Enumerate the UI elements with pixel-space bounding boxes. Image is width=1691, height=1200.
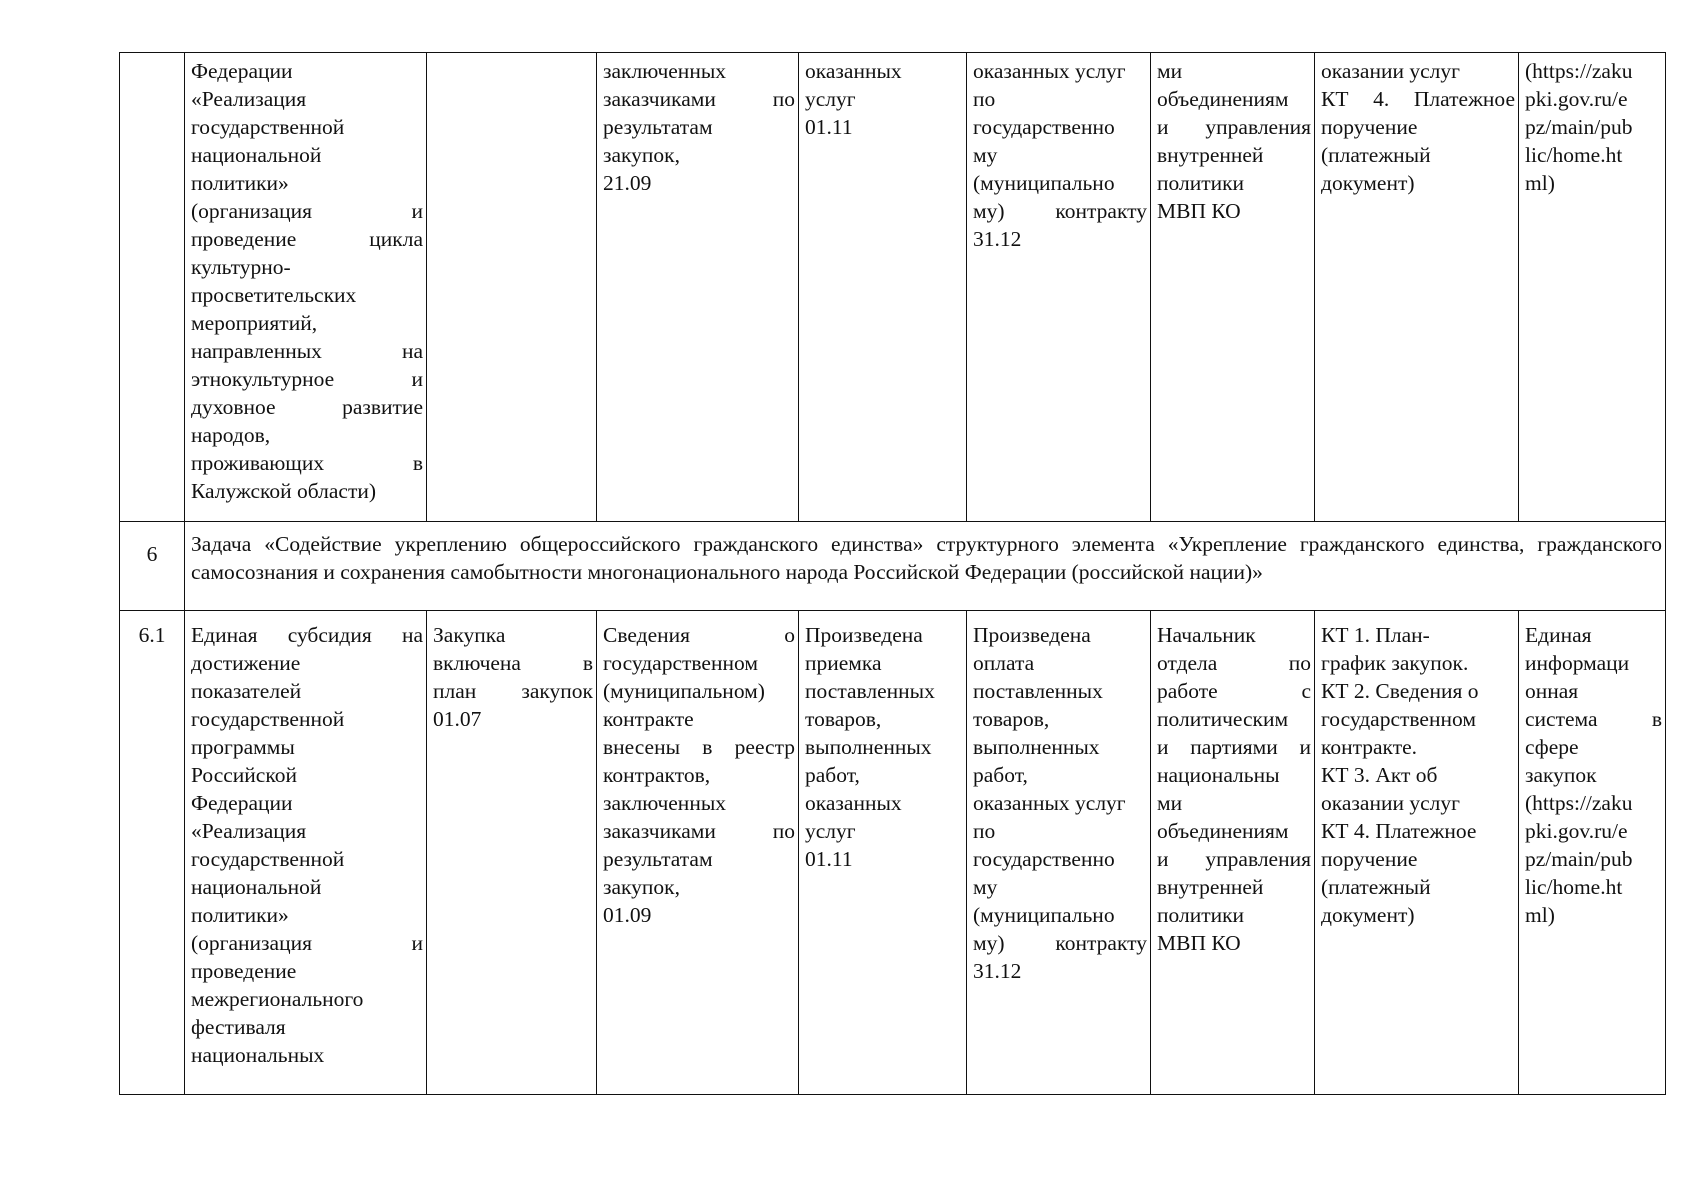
cell-text-line: объединениям xyxy=(1157,819,1289,843)
row-number-cell: 6 xyxy=(120,522,185,611)
cell-text-line: по xyxy=(973,87,996,111)
cell-text-line: КТ 4. Платежное xyxy=(1321,87,1515,111)
cell-text-line: национальны xyxy=(1157,763,1280,787)
cell-text-line: просветительских xyxy=(191,283,357,307)
cell-text-line: услуг xyxy=(805,87,856,111)
cell-text-line: Произведена xyxy=(805,623,923,647)
cell-text-line: ми xyxy=(1157,59,1183,83)
cell-text-line: (организация и xyxy=(191,199,423,223)
cell-text-line: национальных xyxy=(191,1043,325,1067)
cell-text-line: 01.11 xyxy=(805,115,853,139)
cell-text-line: КТ 3. Акт об xyxy=(1321,763,1438,787)
cell-text-line: му xyxy=(973,143,998,167)
cell-text-line: Российской xyxy=(191,763,297,787)
cell-text-line: заказчиками по xyxy=(603,819,795,843)
cell-text-line: национальной xyxy=(191,143,322,167)
cell-text-line: Начальник xyxy=(1157,623,1256,647)
kt3-cell xyxy=(799,611,967,1095)
cell-text-line: ми xyxy=(1157,791,1183,815)
cell-text-line: показателей xyxy=(191,679,302,703)
cell-text-line: оказанных услуг xyxy=(973,59,1126,83)
cell-text-line: политическим xyxy=(1157,707,1289,731)
cell-text-line: проведение xyxy=(191,959,297,983)
cell-text-line: lic/home.ht xyxy=(1525,875,1623,899)
cell-text-line: ml) xyxy=(1525,171,1555,195)
cell-text-line: достижение xyxy=(191,651,301,675)
cell-text-line: оказании услуг xyxy=(1321,59,1460,83)
cell-text-line: этнокультурное и xyxy=(191,367,423,391)
table-row-continued xyxy=(120,53,1666,522)
cell-text-line: результатам xyxy=(603,847,713,871)
cell-text-line: духовное развитие xyxy=(191,395,423,419)
cell-text-line: внутренней xyxy=(1157,875,1264,899)
cell-text-line: оказанных xyxy=(805,791,902,815)
cell-text-line: 31.12 xyxy=(973,959,1022,983)
row-number-cell xyxy=(120,53,185,522)
cell-text-line: закупок, xyxy=(603,143,681,167)
cell-text-line: работ, xyxy=(973,763,1028,787)
event-cell xyxy=(185,53,427,522)
cell-text-line: Федерации xyxy=(191,791,293,815)
table-row-6-1 xyxy=(120,611,1666,1095)
cell-text-line: онная xyxy=(1525,679,1579,703)
cell-text-line: работе с xyxy=(1157,679,1311,703)
cell-text-line: КТ 1. План- xyxy=(1321,623,1430,647)
cell-text-line: политики» xyxy=(191,171,289,195)
kt1-cell xyxy=(427,611,597,1095)
cell-text-line: отдела по xyxy=(1157,651,1311,675)
cell-text-line: план закупок xyxy=(433,679,593,703)
cell-text-line: Единая xyxy=(1525,623,1592,647)
cell-text-line: (https://zaku xyxy=(1525,791,1633,815)
cell-text-line: межрегионального xyxy=(191,987,364,1011)
cell-text-line: государственном xyxy=(603,651,758,675)
information-system-cell xyxy=(1519,53,1666,522)
cell-text-line: Калужской области) xyxy=(191,479,377,503)
cell-text-line: КТ 4. Платежное xyxy=(1321,819,1477,843)
cell-text-line: оказанных xyxy=(805,59,902,83)
cell-text-line: (https://zaku xyxy=(1525,59,1633,83)
cell-text-line: Федерации xyxy=(191,59,293,83)
cell-text-line: pz/main/pub xyxy=(1525,847,1633,871)
cell-text-line: включена в xyxy=(433,651,593,675)
information-system-cell xyxy=(1519,611,1666,1095)
cell-text-line: (муниципальном) xyxy=(603,679,765,703)
cell-text-line: выполненных xyxy=(805,735,932,759)
cell-text-line: фестиваля xyxy=(191,1015,286,1039)
kt4-cell xyxy=(967,53,1151,522)
documents-cell xyxy=(1315,611,1519,1095)
cell-text-line: му) контракту xyxy=(973,199,1147,223)
cell-text-line: 01.11 xyxy=(805,847,853,871)
cell-text-line: государственном xyxy=(1321,707,1476,731)
cell-text-line: политики xyxy=(1157,171,1245,195)
cell-text-line: проведение цикла xyxy=(191,227,423,251)
table-row-task-6 xyxy=(120,522,1666,611)
cell-text-line: государственно xyxy=(973,847,1115,871)
cell-text-line: государственной xyxy=(191,115,345,139)
cell-text-line: поставленных xyxy=(973,679,1103,703)
task-description-cell xyxy=(185,522,1666,611)
cell-text-line: поручение xyxy=(1321,847,1418,871)
cell-text-line: МВП КО xyxy=(1157,199,1241,223)
cell-text-line: и управления xyxy=(1157,847,1311,871)
cell-text-line: внесены в реестр xyxy=(603,735,795,759)
cell-text-line: закупок xyxy=(1525,763,1597,787)
cell-text-line: заказчиками по xyxy=(603,87,795,111)
cell-text-line: сфере xyxy=(1525,735,1579,759)
cell-text-line: программы xyxy=(191,735,295,759)
cell-text-line: Произведена xyxy=(973,623,1091,647)
cell-text-line: «Реализация xyxy=(191,819,307,843)
cell-text-line: внутренней xyxy=(1157,143,1264,167)
cell-text-line: национальной xyxy=(191,875,322,899)
kt2-cell xyxy=(597,611,799,1095)
cell-text-line: государственной xyxy=(191,847,345,871)
cell-text-line: (организация и xyxy=(191,931,423,955)
kt1-cell xyxy=(427,53,597,522)
cell-text-line: приемка xyxy=(805,651,882,675)
cell-text-line: по xyxy=(973,819,996,843)
cell-text-line: государственной xyxy=(191,707,345,731)
cell-text-line: контракте. xyxy=(1321,735,1418,759)
cell-text-line: и управления xyxy=(1157,115,1311,139)
cell-text-line: оплата xyxy=(973,651,1035,675)
cell-text-line: результатам xyxy=(603,115,713,139)
cell-text-line: объединениям xyxy=(1157,87,1289,111)
responsible-cell xyxy=(1151,53,1315,522)
cell-text-line: поручение xyxy=(1321,115,1418,139)
task-text: Задача «Содействие укреплению общероссийского гражданского единства» структурного элемента «Укрепление гражданского единства, гражданского самосознания и сохранения самобытности многонационального народа Российской Федерации (российской нации)» xyxy=(191,532,1662,584)
cell-text-line: оказанных услуг xyxy=(973,791,1126,815)
cell-text-line: КТ 2. Сведения о xyxy=(1321,679,1479,703)
kt4-cell xyxy=(967,611,1151,1095)
cell-text-line: мероприятий, xyxy=(191,311,318,335)
cell-text-line: (платежный xyxy=(1321,143,1431,167)
cell-text-line: 31.12 xyxy=(973,227,1022,251)
row-number-cell: 6.1 xyxy=(120,611,185,1095)
cell-text-line: Единая субсидия на xyxy=(191,623,423,647)
cell-text-line: ml) xyxy=(1525,903,1555,927)
cell-text-line: государственно xyxy=(973,115,1115,139)
cell-text-line: поставленных xyxy=(805,679,935,703)
cell-text-line: и партиями и xyxy=(1157,735,1311,759)
cell-text-line: политики» xyxy=(191,903,289,927)
cell-text-line: pki.gov.ru/e xyxy=(1525,87,1628,111)
cell-text-line: оказании услуг xyxy=(1321,791,1460,815)
cell-text-line: 21.09 xyxy=(603,171,652,195)
kt2-cell xyxy=(597,53,799,522)
cell-text-line: выполненных xyxy=(973,735,1100,759)
cell-text-line: 01.09 xyxy=(603,903,652,927)
cell-text-line: документ) xyxy=(1321,171,1415,195)
cell-text-line: pz/main/pub xyxy=(1525,115,1633,139)
kt3-cell xyxy=(799,53,967,522)
cell-text-line: pki.gov.ru/e xyxy=(1525,819,1628,843)
cell-text-line: культурно- xyxy=(191,255,291,279)
cell-text-line: информаци xyxy=(1525,651,1630,675)
cell-text-line: Сведения о xyxy=(603,623,795,647)
cell-text-line: работ, xyxy=(805,763,860,787)
cell-text-line: политики xyxy=(1157,903,1245,927)
cell-text-line: Закупка xyxy=(433,623,506,647)
cell-text-line: заключенных xyxy=(603,59,727,83)
cell-text-line: lic/home.ht xyxy=(1525,143,1623,167)
cell-text-line: заключенных xyxy=(603,791,727,815)
cell-text-line: МВП КО xyxy=(1157,931,1241,955)
documents-cell xyxy=(1315,53,1519,522)
cell-text-line: (муниципально xyxy=(973,903,1115,927)
cell-text-line: контракте xyxy=(603,707,694,731)
cell-text-line: услуг xyxy=(805,819,856,843)
cell-text-line: документ) xyxy=(1321,903,1415,927)
event-cell xyxy=(185,611,427,1095)
responsible-cell xyxy=(1151,611,1315,1095)
cell-text-line: народов, xyxy=(191,423,271,447)
plan-table xyxy=(119,52,1666,1095)
cell-text-line: 01.07 xyxy=(433,707,482,731)
cell-text-line: направленных на xyxy=(191,339,423,363)
cell-text-line: (платежный xyxy=(1321,875,1431,899)
cell-text-line: му xyxy=(973,875,998,899)
cell-text-line: товаров, xyxy=(973,707,1050,731)
cell-text-line: проживающих в xyxy=(191,451,423,475)
cell-text-line: му) контракту xyxy=(973,931,1147,955)
cell-text-line: график закупок. xyxy=(1321,651,1469,675)
cell-text-line: контрактов, xyxy=(603,763,711,787)
cell-text-line: закупок, xyxy=(603,875,681,899)
cell-text-line: «Реализация xyxy=(191,87,307,111)
cell-text-line: система в xyxy=(1525,707,1662,731)
cell-text-line: (муниципально xyxy=(973,171,1115,195)
cell-text-line: товаров, xyxy=(805,707,882,731)
